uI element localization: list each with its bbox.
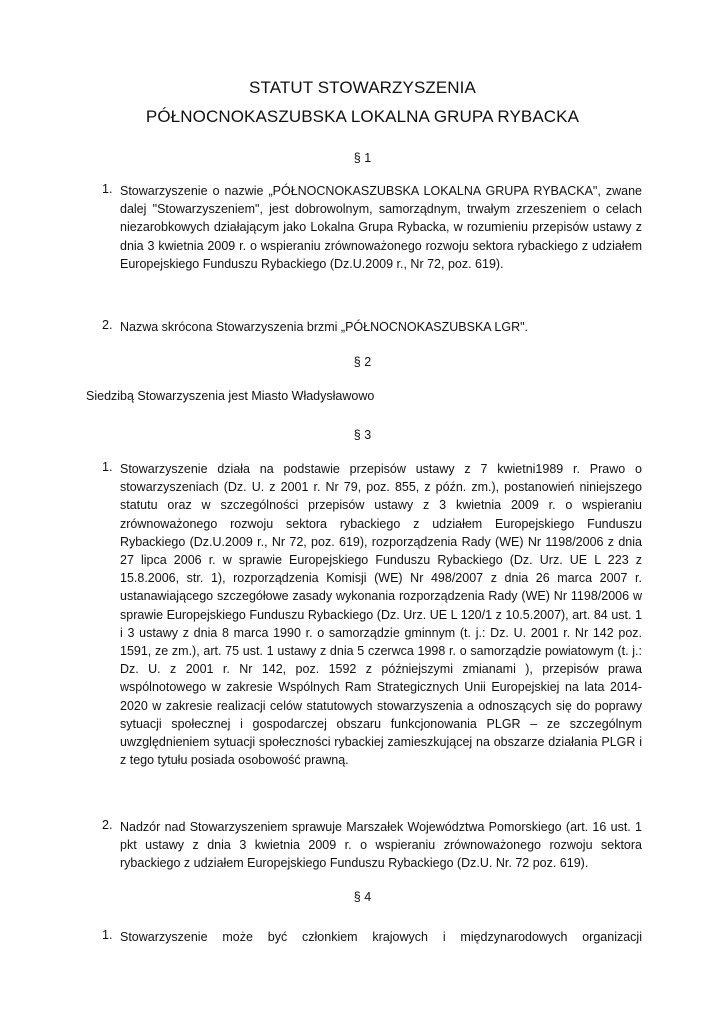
section-2-text: Siedzibą Stowarzyszenia jest Miasto Władysławowo xyxy=(86,389,375,403)
section-4-paragraph-1 xyxy=(102,928,642,946)
document-title-line-1: STATUT STOWARZYSZENIA xyxy=(249,78,476,97)
section-4-heading: § 4 xyxy=(353,890,372,904)
section-1-paragraph-2 xyxy=(102,318,642,336)
paragraph-text: Nadzór nad Stowarzyszeniem sprawuje Marszałek Województwa Pomorskiego (art. 16 ust. 1 pkt ustawy z dnia 3 kwietnia 2009 r. o wspieraniu zrównoważonego rozwoju sektora rybackiego z udziałem Europejskiego Funduszu Rybackiego (Dz.U. Nr. 72 poz. 619). xyxy=(120,820,642,871)
section-3-heading: § 3 xyxy=(353,428,372,442)
paragraph-number: 2. xyxy=(102,318,113,332)
document-title-line-2: PÓŁNOCNOKASZUBSKA LOKALNA GRUPA RYBACKA xyxy=(145,107,580,126)
paragraph-number: 2. xyxy=(102,818,113,832)
paragraph-number: 1. xyxy=(102,182,113,196)
section-3-paragraph-2 xyxy=(102,818,642,873)
section-2-heading: § 2 xyxy=(353,355,372,369)
paragraph-text: Stowarzyszenie o nazwie „PÓŁNOCNOKASZUBSKA LOKALNA GRUPA RYBACKA", zwane dalej "Stowarzyszeniem", jest dobrowolnym, samorządnym, trwałym zrzeszeniem o celach niezarobkowych działającym jako Lokalna Grupa Rybacka, w rozumieniu przepisów ustawy z dnia 3 kwietnia 2009 r. o wspieraniu zrównoważonego rozwoju sektora rybackiego z udziałem Europejskiego Funduszu Rybackiego (Dz.U.2009 r., Nr 72, poz. 619). xyxy=(120,184,642,271)
section-3-paragraph-1 xyxy=(102,460,642,769)
paragraph-number: 1. xyxy=(102,928,113,942)
paragraph-number: 1. xyxy=(102,460,113,474)
paragraph-text: Stowarzyszenie działa na podstawie przepisów ustawy z 7 kwietni1989 r. Prawo o stowarzyszeniach (Dz. U. z 2001 r. Nr 79, poz. 855, z późn. zm.), postanowień niniejszego statutu oraz w szczególności przepisów ustawy z 3 kwietnia 2009 r. o wspieraniu zrównoważonego rozwoju sektora rybackiego z udziałem Europejskiego Funduszu Rybackiego (Dz.U.2009 r., Nr 72, poz. 619), rozporządzenia Rady (WE) Nr 1198/2006 z dnia 27 lipca 2006 r. w sprawie Europejskiego Funduszu Rybackiego (Dz. Urz. UE L 223 z 15.8.2006, str. 1), rozporządzenia Komisji (WE) Nr 498/2007 z dnia 26 marca 2007 r. ustanawiającego szczegółowe zasady wykonania rozporządzenia Rady (WE) Nr 1198/2006 w sprawie Europejskiego Funduszu Rybackiego (Dz. Urz. UE L 120/1 z 10.5.2007), art. 84 ust. 1 i 3 ustawy z dnia 8 marca 1990 r. o samorządzie gminnym (t. j.: Dz. U. 2001 r. Nr 142 poz. 1591, ze zm.), art. 75 ust. 1 ustawy z dnia 5 czerwca 1998 r. o samorządzie powiatowym (t. j.: Dz. U. z 2001 r. Nr 142, poz. 1592 z późniejszymi zmianami ), przepisów prawa wspólnotowego w zakresie Wspólnych Ram Strategicznych Unii Europejskiej na lata 2014-2020 w zakresie realizacji celów statutowych stowarzyszenia a odnoszących się do poprawy sytuacji społecznej i gospodarczej obszaru funkcjonowania PLGR – ze szczególnym uwzględnieniem sytuacji społeczności rybackiej zamieszkującej na obszarze działania PLGR i z tego tytułu posiada osobowość prawną. xyxy=(120,462,642,768)
section-1-paragraph-1 xyxy=(102,182,642,273)
paragraph-text: Stowarzyszenie może być członkiem krajowych i międzynarodowych organizacji xyxy=(120,930,642,944)
paragraph-text: Nazwa skrócona Stowarzyszenia brzmi „PÓŁNOCNOKASZUBSKA LGR". xyxy=(120,320,529,334)
section-1-heading: § 1 xyxy=(353,151,372,165)
